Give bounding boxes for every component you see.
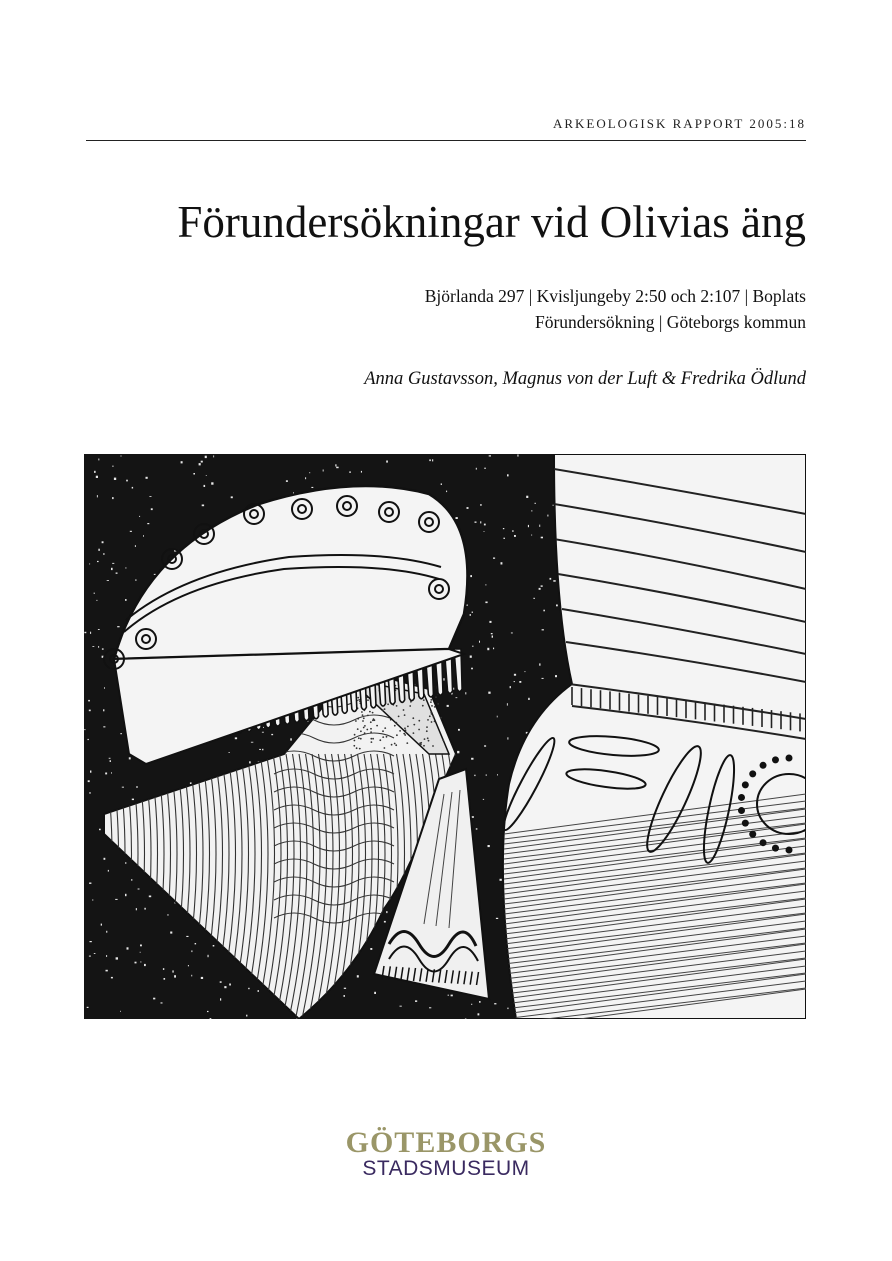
- report-authors: Anna Gustavsson, Magnus von der Luft & Fredrika Ödlund: [364, 369, 806, 389]
- logo-sub-text: STADSMUSEUM: [362, 1157, 530, 1180]
- museum-logo: [0, 1128, 892, 1180]
- report-series: ARKEOLOGISK RAPPORT 2005:18: [552, 116, 806, 131]
- header-rule: [86, 140, 806, 141]
- logo-main-text: GÖTEBORGS: [345, 1126, 547, 1159]
- subtitle-line-2: Förundersökning | Göteborgs kommun: [534, 312, 806, 332]
- report-subtitle: [425, 283, 806, 335]
- subtitle-line-1: Björlanda 297 | Kvisljungeby 2:50 och 2:107 | Boplats: [424, 286, 806, 306]
- report-title: Förundersökningar vid Olivias äng: [177, 197, 806, 247]
- cover-illustration: [84, 454, 806, 1019]
